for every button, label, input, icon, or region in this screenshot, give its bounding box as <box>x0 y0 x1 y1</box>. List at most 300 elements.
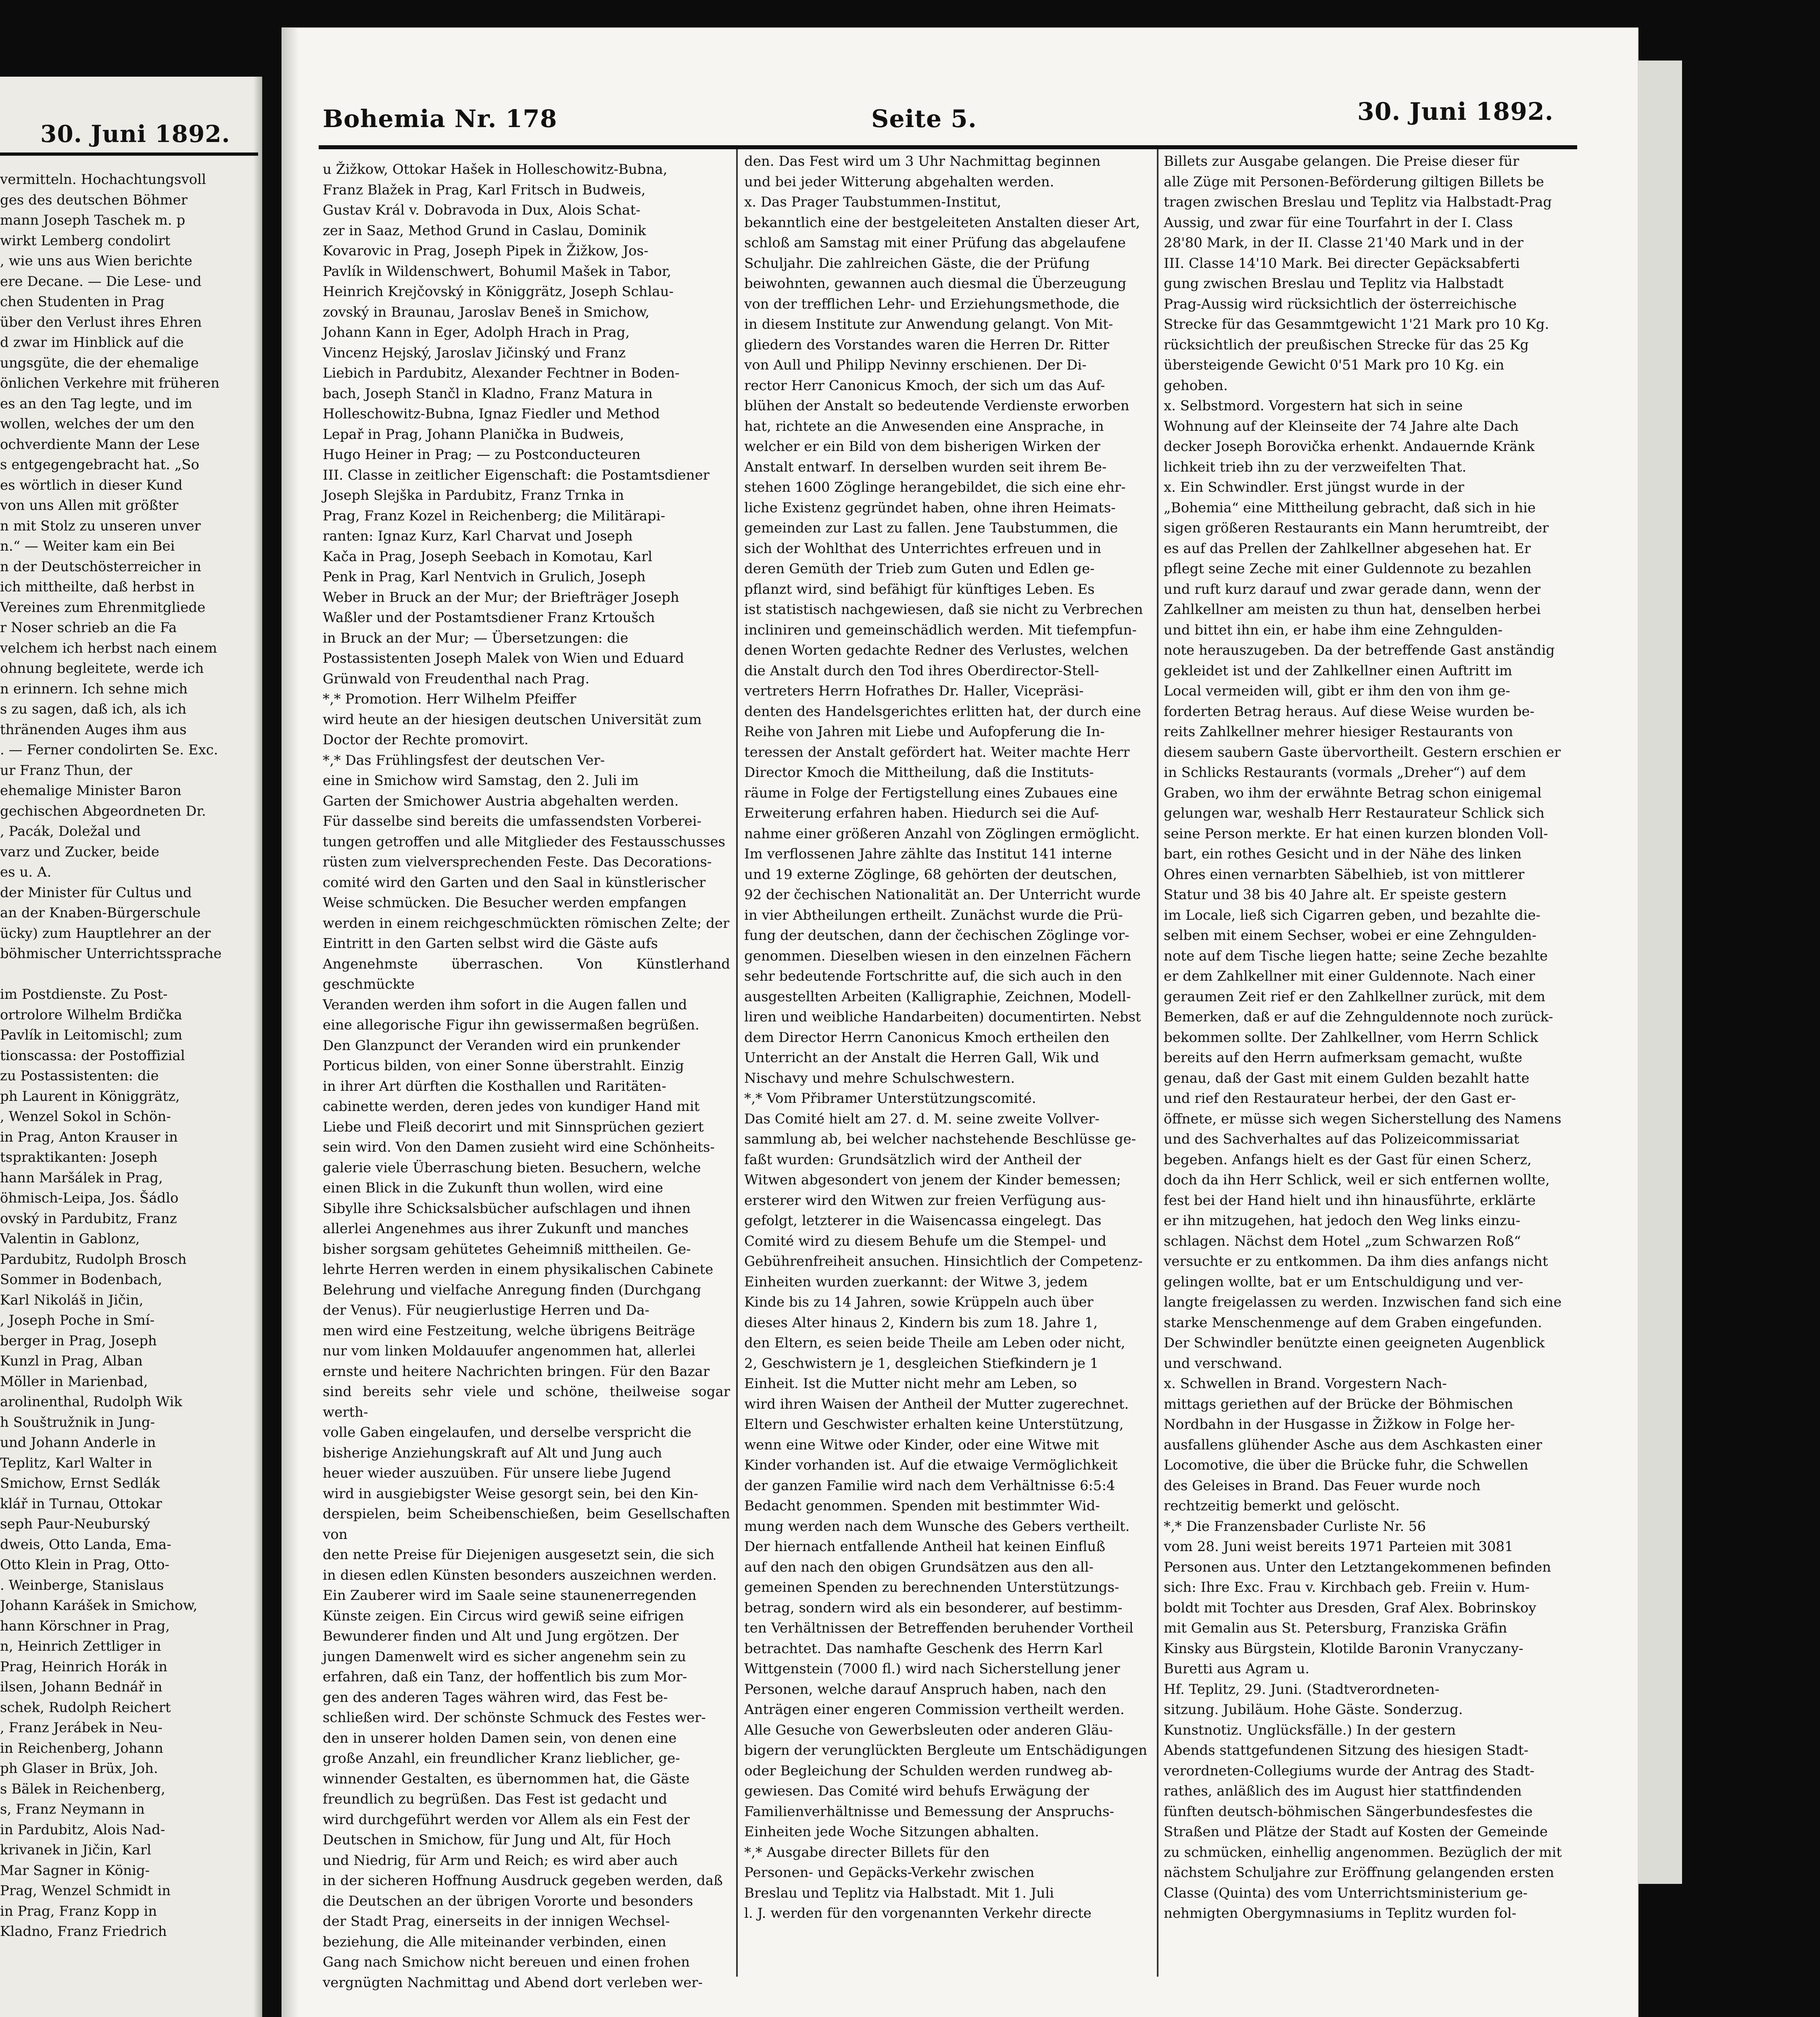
article-column-1 <box>323 159 730 1991</box>
text-line: gung zwischen Breslau und Teplitz via Halbstadt <box>1164 276 1504 292</box>
left-page-column <box>0 169 242 2017</box>
text-line: den nette Preise für Diejenigen ausgesetzt sein, die sich <box>323 1547 715 1563</box>
text-line: und Niedrig, für Arm und Reich; es wird aber auch <box>323 1852 678 1869</box>
text-line: Erweiterung erfahren haben. Hiedurch sei die Auf- <box>744 805 1099 821</box>
text-line: und Johann Anderle in <box>0 1434 156 1451</box>
text-line: eine allegorische Figur ihn gewissermaßen begrüßen. <box>323 1017 699 1033</box>
text-line: derspielen, beim Scheibenschießen, beim Gesellschaften von <box>323 1506 730 1543</box>
text-line: Angenehmste überraschen. Von Künstlerhand geschmückte <box>323 956 730 992</box>
text-line: denten des Handelsgerichtes erlitten hat, der durch eine <box>744 703 1141 720</box>
text-line: alle Züge mit Personen-Beförderung giltigen Billets be <box>1164 173 1544 190</box>
text-line: , Joseph Poche in Smí- <box>0 1312 155 1328</box>
text-line: *‚* Das Frühlingsfest der deutschen Ver- <box>323 752 605 768</box>
text-line: hat, richtete an die Anwesenden eine Ansprache, in <box>744 418 1104 434</box>
text-line: gelingen wollte, bat er um Entschuldigung und ver- <box>1164 1274 1524 1290</box>
text-line: ovský in Pardubitz, Franz <box>0 1210 177 1227</box>
text-line: sind bereits sehr viele und schöne, theilweise sogar werth- <box>323 1384 730 1420</box>
text-line: er dem Zahlkellner mit einer Guldennote. Nach einer <box>1164 968 1535 984</box>
text-line: Pardubitz, Rudolph Brosch <box>0 1251 187 1267</box>
text-line: in Prag, Franz Kopp in <box>0 1903 157 1919</box>
text-line: x. Das Prager Taubstummen-Institut, <box>744 194 1002 210</box>
text-line: ernste und heitere Nachrichten bringen. Für den Bazar <box>323 1363 710 1380</box>
text-line: Kladno, Franz Friedrich <box>0 1923 167 1940</box>
text-line: r Noser schrieb an die Fa <box>0 620 177 636</box>
text-line: der Minister für Cultus und <box>0 884 192 901</box>
text-line: Smichow, Ernst Sedlák <box>0 1475 160 1491</box>
article-column-3 <box>1164 151 1575 1979</box>
text-line: diesem saubern Gaste übervortheilt. Gestern erschien er <box>1164 744 1561 760</box>
text-line: x. Ein Schwindler. Erst jüngst wurde in der <box>1164 479 1464 495</box>
text-line: Vereines zum Ehrenmitgliede <box>0 599 206 616</box>
text-line: rüsten zum vielversprechenden Feste. Das Decorations- <box>323 854 712 870</box>
text-line: Buretti aus Agram u. <box>1164 1661 1310 1677</box>
text-line: , Pacák, Doležal und <box>0 823 141 839</box>
text-line: gekleidet ist und der Zahlkellner einen Auftritt im <box>1164 662 1512 679</box>
text-line: übersteigende Gewicht 0'51 Mark pro 10 Kg. ein <box>1164 357 1505 373</box>
text-line: des Geleises in Brand. Das Feuer wurde noch <box>1164 1477 1481 1494</box>
text-line: Personen- und Gepäcks-Verkehr zwischen <box>744 1865 1035 1881</box>
text-line: blühen der Anstalt so bedeutende Verdienste erworben <box>744 398 1129 414</box>
text-line: Garten der Smichower Austria abgehalten werden. <box>323 793 679 809</box>
text-line: bigern der verunglückten Bergleute um Entschädigungen <box>744 1742 1148 1758</box>
text-line: , wie uns aus Wien berichte <box>0 253 192 269</box>
text-line: Penk in Prag, Karl Nentvich in Grulich, Joseph <box>323 569 646 585</box>
text-line: Im verflossenen Jahre zählte das Institut 141 interne <box>744 846 1112 862</box>
text-line: Kunstnotiz. Unglücksfälle.) In der gestern <box>1164 1722 1456 1738</box>
text-line: ist statistisch nachgewiesen, daß sie nicht zu Verbrechen <box>744 601 1143 618</box>
text-line: , Franz Jerábek in Neu- <box>0 1720 163 1736</box>
text-line: krivanek in Jičin, Karl <box>0 1842 151 1858</box>
text-line: gewiesen. Das Comité wird behufs Erwägung der <box>744 1783 1089 1799</box>
text-line: oder Begleichung der Schulden werden rundweg ab- <box>744 1762 1113 1779</box>
text-line: Wittgenstein (7000 fl.) wird nach Sicherstellung jener <box>744 1661 1120 1677</box>
text-line: Gebührenfreiheit ansuchen. Hinsichtlich der Competenz- <box>744 1253 1143 1269</box>
text-line: Abends stattgefundenen Sitzung des hiesigen Stadt- <box>1164 1742 1529 1758</box>
text-line: sich: Ihre Exc. Frau v. Kirchbach geb. Freiin v. Hum- <box>1164 1579 1530 1595</box>
text-line: schließen wird. Der schönste Schmuck des Festes wer- <box>323 1710 706 1726</box>
text-line: von Aull und Philipp Nevinny erschienen. Der Di- <box>744 357 1087 373</box>
text-line: hann Körschner in Prag, <box>0 1618 170 1634</box>
text-line: velchem ich herbst nach einem <box>0 640 217 656</box>
text-line: ersterer wird den Witwen zur freien Verfügung aus- <box>744 1192 1106 1209</box>
page-header-number: Seite 5. <box>871 105 977 133</box>
text-line: in Prag, Anton Krauser in <box>0 1129 178 1145</box>
text-line: wird ihren Waisen der Antheil der Mutter zugerechnet. <box>744 1396 1129 1412</box>
text-line: ere Decane. — Die Lese- und <box>0 273 202 290</box>
text-line: Anträgen einer engeren Commission vertheilt werden. <box>744 1702 1125 1718</box>
text-line: Waßler und der Postamtsdiener Franz Krtoušch <box>323 610 655 626</box>
text-line: ochverdiente Mann der Lese <box>0 436 200 453</box>
text-line: gefolgt, letzterer in die Waisencassa eingelegt. Das <box>744 1213 1102 1229</box>
text-line: Postassistenten Joseph Malek von Wien und Eduard <box>323 650 684 666</box>
text-line: liche Existenz gegründet haben, ohne ihren Heimats- <box>744 499 1116 516</box>
text-line: bart, ein rothes Gesicht und in der Nähe des linken <box>1164 846 1522 862</box>
text-line: es auf das Prellen der Zahlkellner abgesehen hat. Er <box>1164 540 1531 557</box>
text-line: im Postdienste. Zu Post- <box>0 986 168 1002</box>
text-line: Bewunderer finden und Alt und Jung ergötzen. Der <box>323 1628 679 1644</box>
text-line: versuchte er zu entkommen. Da ihm dies anfangs nicht <box>1164 1253 1548 1269</box>
text-line: stehen 1600 Zöglinge herangebildet, die sich eine ehr- <box>744 479 1126 495</box>
text-line: galerie viele Überraschung bieten. Besuchern, welche <box>323 1159 701 1176</box>
text-line: Sibylle ihre Schicksalsbücher aufschlagen und ihnen <box>323 1200 691 1217</box>
text-line: wird durchgeführt werden vor Allem als ein Fest der <box>323 1811 690 1828</box>
text-line: Künste zeigen. Ein Circus wird gewiß seine eifrigen <box>323 1608 684 1624</box>
previous-page-fragment <box>0 77 262 2017</box>
text-line: winnender Gestalten, es übernommen hat, die Gäste <box>323 1771 690 1787</box>
text-line: *‚* Ausgabe directer Billets für den <box>744 1844 990 1860</box>
text-line: ur Franz Thun, der <box>0 762 132 779</box>
text-line: Prag, Heinrich Horák in <box>0 1658 168 1675</box>
text-line: gliedern des Vorstandes waren die Herren Dr. Ritter <box>744 336 1109 353</box>
text-line: note auf dem Tische liegen hatte; seine Zeche bezahlte <box>1164 948 1548 964</box>
text-line: sigen größeren Restaurants ein Mann herumtreibt, der <box>1164 520 1549 536</box>
text-line: Valentin in Gablonz, <box>0 1231 140 1247</box>
text-line: die Deutschen an der übrigen Vororte und besonders <box>323 1893 693 1909</box>
text-line: werden in einem reichgeschmückten römischen Zelte; der <box>323 915 730 931</box>
text-line: Billets zur Ausgabe gelangen. Die Preise dieser für <box>1164 153 1519 169</box>
text-line: Prag, Franz Kozel in Reichenberg; die Militärapi- <box>323 507 666 524</box>
text-line: comité wird den Garten und den Saal in künstlerischer <box>323 874 706 891</box>
text-line: im Locale, ließ sich Cigarren geben, und bezahlte die- <box>1164 907 1540 923</box>
text-line: allerlei Angenehmes aus ihrer Zukunft und manches <box>323 1221 689 1237</box>
text-line: mittags geriethen auf der Brücke der Böhmischen <box>1164 1396 1513 1412</box>
text-line: n mit Stolz zu unseren unver <box>0 518 201 534</box>
text-line: arolinenthal, Rudolph Wik <box>0 1394 182 1410</box>
text-line: d zwar im Hinblick auf die <box>0 334 184 351</box>
text-line: mann Joseph Taschek m. p <box>0 212 186 228</box>
text-line: ausfallens glühender Asche aus dem Aschkasten einer <box>1164 1437 1542 1453</box>
text-line: Vincenz Hejský, Jaroslav Jičinský und Franz <box>323 345 626 361</box>
text-line: beiwohnten, gewannen auch diesmal die Überzeugung <box>744 276 1127 292</box>
text-line: ungsgüte, die der ehemalige <box>0 355 199 371</box>
text-line: beziehung, die Alle miteinander verbinden, einen <box>323 1933 666 1950</box>
text-line: in vier Abtheilungen ertheilt. Zunächst wurde die Prü- <box>744 907 1123 923</box>
text-line: *‚* Promotion. Herr Wilhelm Pfeiffer <box>323 691 576 707</box>
text-line: x. Schwellen in Brand. Vorgestern Nach- <box>1164 1376 1447 1392</box>
text-line: doch da ihn Herr Schlick, weil er sich entfernen wollte, <box>1164 1172 1550 1188</box>
text-line: Local vermeiden will, gibt er ihm den von ihm ge- <box>1164 683 1510 699</box>
text-line: ten Verhältnissen der Betreffenden beruhender Vortheil <box>744 1620 1133 1636</box>
text-line: vom 28. Juni weist bereits 1971 Parteien mit 3081 <box>1164 1539 1513 1555</box>
text-line: Doctor der Rechte promovirt. <box>323 732 529 748</box>
text-line: rector Herr Canonicus Kmoch, der sich um das Auf- <box>744 377 1105 394</box>
text-line: fünften deutsch-böhmischen Sängerbundesfestes die <box>1164 1803 1533 1820</box>
text-line: seph Paur-Neuburský <box>0 1516 150 1532</box>
text-line: Der Schwindler benützte einen geeigneten Augenblick <box>1164 1335 1545 1351</box>
text-line: men wird eine Festzeitung, welche übrigens Beiträge <box>323 1322 695 1339</box>
text-line: mung werden nach dem Wunsche des Gebers vertheilt. <box>744 1518 1130 1535</box>
text-line: starke Menschenmenge auf dem Graben eingefunden. <box>1164 1314 1542 1331</box>
text-line: gemeinden zur Last zu fallen. Jene Taubstummen, die <box>744 520 1118 536</box>
text-line: Kovarovic in Prag, Joseph Pipek in Žižkow, Jos- <box>323 243 649 259</box>
text-line: ph Glaser in Brüx, Joh. <box>0 1760 158 1777</box>
text-line: Belehrung und vielfache Anregung finden (Durchgang <box>323 1282 701 1298</box>
text-line: es wörtlich in dieser Kund <box>0 477 183 493</box>
text-line: 2, Geschwistern je 1, desgleichen Stiefkindern je 1 <box>744 1355 1099 1372</box>
text-line: Den Glanzpunct der Veranden wird ein prunkender <box>323 1037 680 1054</box>
text-line: n erinnern. Ich sehne mich <box>0 681 188 697</box>
text-line: decker Joseph Borovička erhenkt. Andauernde Kränk <box>1164 438 1535 455</box>
text-line: den in unserer holden Damen sein, von denen eine <box>323 1730 677 1746</box>
text-line: Liebich in Pardubitz, Alexander Fechtner in Boden- <box>323 365 680 381</box>
text-line: cabinette werden, deren jedes von kundiger Hand mit <box>323 1098 700 1115</box>
text-line: und bei jeder Witterung abgehalten werden. <box>744 173 1054 190</box>
text-line: . — Ferner condolirten Se. Exc. <box>0 742 218 758</box>
text-line: Eintritt in den Garten selbst wird die Gäste aufs <box>323 935 658 952</box>
text-line: Porticus bilden, von einer Sonne überstrahlt. Einzig <box>323 1058 684 1074</box>
text-line: Weise schmücken. Die Besucher werden empfangen <box>323 895 687 911</box>
text-line: Einheit. Ist die Mutter nicht mehr am Leben, so <box>744 1376 1077 1392</box>
text-line: pflegt seine Zeche mit einer Guldennote zu bezahlen <box>1164 561 1532 577</box>
text-line: bekanntlich eine der bestgeleiteten Anstalten dieser Art, <box>744 214 1140 231</box>
page-header-title: Bohemia Nr. 178 <box>323 105 557 133</box>
text-line: begeben. Anfangs hielt es der Gast für einen Scherz, <box>1164 1151 1532 1168</box>
text-line: liren und weibliche Handarbeiten) documentirten. Nebst <box>744 1009 1141 1025</box>
text-line: Eltern und Geschwister erhalten keine Unterstützung, <box>744 1416 1124 1432</box>
text-line: berger in Prag, Joseph <box>0 1332 157 1349</box>
text-line: klář in Turnau, Ottokar <box>0 1495 162 1512</box>
text-line: Breslau und Teplitz via Halbstadt. Mit 1. Juli <box>744 1885 1054 1901</box>
page-header-rule <box>319 145 1577 149</box>
text-line: lehrte Herren werden in einem physikalischen Cabinete <box>323 1261 714 1278</box>
text-line: s entgegengebracht hat. „So <box>0 457 200 473</box>
text-line: freundlich zu begrüßen. Das Fest ist gedacht und <box>323 1791 668 1807</box>
text-line: Statur und 38 bis 40 Jahre alt. Er speiste gestern <box>1164 887 1507 903</box>
text-line: u Žižkow, Ottokar Hašek in Holleschowitz-Bubna, <box>323 161 668 177</box>
text-line: 28'80 Mark, in der II. Classe 21'40 Mark und in der <box>1164 235 1524 251</box>
text-line: bekommen sollte. Der Zahlkellner, vom Herrn Schlick <box>1164 1029 1538 1046</box>
text-line: Prag, Wenzel Schmidt in <box>0 1883 171 1899</box>
text-line: Strecke für das Gesammtgewicht 1'21 Mark pro 10 Kg. <box>1164 316 1549 332</box>
text-line: lichkeit trieb ihn zu der verzweifelten That. <box>1164 459 1467 475</box>
text-line: Witwen abgesondert von jenem der Kinder bemessen; <box>744 1172 1121 1188</box>
text-line: gehoben. <box>1164 377 1228 394</box>
text-line: 92 der čechischen Nationalität an. Der Unterricht wurde <box>744 887 1141 903</box>
text-line: Gustav Král v. Dobravoda in Dux, Alois Schat- <box>323 202 641 218</box>
text-line: gemeinen Spenden zu berechnenden Unterstützungs- <box>744 1579 1119 1595</box>
text-line: vertreters Herrn Hofrathes Dr. Haller, Vicepräsi- <box>744 683 1084 699</box>
text-line: ücky) zum Hauptlehrer an der <box>0 925 211 942</box>
text-line: sammlung ab, bei welcher nachstehende Beschlüsse ge- <box>744 1131 1136 1147</box>
text-line: s Bälek in Reichenberg, <box>0 1781 165 1797</box>
text-line: sich der Wohlthat des Unterrichtes erfreuen und in <box>744 540 1102 557</box>
text-line: rathes, anläßlich des im August hier stattfindenden <box>1164 1783 1522 1799</box>
text-line: dem Director Herrn Canonicus Kmoch ertheilen den <box>744 1029 1110 1046</box>
text-line: gen des anderen Tages währen wird, das Fest be- <box>323 1689 668 1706</box>
text-line: tragen zwischen Breslau und Teplitz via Halbstadt-Prag <box>1164 194 1552 210</box>
text-line: *‚* Die Franzensbader Curliste Nr. 56 <box>1164 1518 1426 1535</box>
left-page-header-date: 30. Juni 1892. <box>40 120 230 148</box>
text-line: den Eltern, es seien beide Theile am Leben oder nicht, <box>744 1335 1125 1351</box>
text-line: die Anstalt durch den Tod ihres Oberdirector-Stell- <box>744 662 1099 679</box>
text-line: öhmisch-Leipa, Jos. Šádlo <box>0 1190 179 1206</box>
text-line: Deutschen in Smichow, für Jung und Alt, für Hoch <box>323 1832 671 1848</box>
text-line: ich mittheilte, daß herbst in <box>0 579 195 595</box>
text-line: , Wenzel Sokol in Schön- <box>0 1109 171 1125</box>
text-line: räume in Folge der Fertigstellung eines Zubaues eine <box>744 785 1118 801</box>
text-line: Johann Kann in Eger, Adolph Hrach in Prag, <box>323 324 630 340</box>
text-line: es u. A. <box>0 864 52 880</box>
text-line: verordneten-Collegiums wurde der Antrag des Stadt- <box>1164 1762 1535 1779</box>
text-line: önlichen Verkehre mit früheren <box>0 375 220 391</box>
text-line: ph Laurent in Königgrätz, <box>0 1088 180 1105</box>
text-line: zu Postassistenten: die <box>0 1068 159 1084</box>
text-line: schloß am Samstag mit einer Prüfung das abgelaufene <box>744 235 1126 251</box>
text-line: eine in Smichow wird Samstag, den 2. Juli im <box>323 773 639 789</box>
text-line: dweis, Otto Landa, Ema- <box>0 1536 171 1553</box>
text-line: Nischavy und mehre Schulschwestern. <box>744 1070 1015 1086</box>
text-line: zer in Saaz, Method Grund in Caslau, Dominik <box>323 222 646 239</box>
text-line: Alle Gesuche von Gewerbsleuten oder anderen Gläu- <box>744 1722 1113 1738</box>
text-line: Nordbahn in der Husgasse in Žižkow in Folge her- <box>1164 1416 1515 1432</box>
text-line: tionscassa: der Postoffizial <box>0 1047 185 1064</box>
text-line: Hugo Heiner in Prag; — zu Postconducteuren <box>323 447 641 463</box>
text-line: bach, Joseph Stančl in Kladno, Franz Matura in <box>323 385 653 402</box>
text-line: schek, Rudolph Reichert <box>0 1699 171 1716</box>
text-line: Kinder vorhanden ist. Auf die etwaige Vermöglichkeit <box>744 1457 1118 1473</box>
text-line: bisherige Anziehungskraft auf Alt und Jung auch <box>323 1445 662 1461</box>
text-line: Prag-Aussig wird rücksichtlich der österreichische <box>1164 296 1517 312</box>
text-line: genau, daß der Gast mit einem Gulden bezahlt hatte <box>1164 1070 1530 1086</box>
text-line: Pavlík in Leitomischl; zum <box>0 1027 182 1043</box>
text-line: Johann Karášek in Smichow, <box>0 1597 198 1614</box>
text-line: gechischen Abgeordneten Dr. <box>0 803 206 819</box>
text-line: Kinde bis zu 14 Jahren, sowie Krüppeln auch über <box>744 1294 1094 1310</box>
text-line: incliniren und gemeinschädlich werden. Mit tiefempfun- <box>744 622 1137 638</box>
page-header-date: 30. Juni 1892. <box>1357 98 1554 126</box>
left-page-header-rule <box>0 152 258 156</box>
text-line: genommen. Dieselben wiesen in den einzelnen Fächern <box>744 948 1131 964</box>
text-line: rechtzeitig bemerkt und gelöscht. <box>1164 1498 1400 1514</box>
text-line: dieses Alter hinaus 2, Kindern bis zum 18. Jahre 1, <box>744 1314 1098 1331</box>
text-line: fest bei der Hand hielt und ihn hinausführte, erklärte <box>1164 1192 1536 1209</box>
text-line: Reihe von Jahren mit Liebe und Aufopferung die In- <box>744 724 1105 740</box>
text-line: forderten Betrag heraus. Auf diese Weise wurden be- <box>1164 703 1535 720</box>
text-line: ges des deutschen Böhmer <box>0 192 188 208</box>
text-line: und rief den Restaurateur herbei, der den Gast er- <box>1164 1090 1516 1107</box>
text-line: ehemalige Minister Baron <box>0 783 182 799</box>
text-line: der Stadt Prag, einerseits in der innigen Wechsel- <box>323 1913 670 1929</box>
text-line: Veranden werden ihm sofort in die Augen fallen und <box>323 996 687 1013</box>
text-line: Comité wird zu diesem Behufe um die Stempel- und <box>744 1233 1106 1249</box>
text-line: seine Person merkte. Er hat einen kurzen blonden Voll- <box>1164 825 1548 842</box>
text-line: III. Classe 14'10 Mark. Bei directer Gepäcksabferti <box>1164 255 1520 271</box>
text-line: deren Gemüth der Trieb zum Guten und Edlen ge- <box>744 561 1095 577</box>
text-line: Locomotive, die über die Brücke fuhr, die Schwellen <box>1164 1457 1528 1473</box>
text-line: von uns Allen mit größter <box>0 497 179 514</box>
text-line: in diesem Institute zur Anwendung gelangt. Von Mit- <box>744 316 1113 332</box>
text-line: an der Knaben-Bürgerschule <box>0 905 201 921</box>
text-line: Kunzl in Prag, Alban <box>0 1353 143 1369</box>
text-line: öffnete, er müsse sich wegen Sicherstellung des Namens <box>1164 1111 1561 1127</box>
text-line: und verschwand. <box>1164 1355 1283 1372</box>
text-line: und ruft kurz darauf und zwar gerade dann, wenn der <box>1164 581 1541 597</box>
text-line: gelungen war, weshalb Herr Restaurateur Schlick sich <box>1164 805 1544 821</box>
text-line: Pavlík in Wildenschwert, Bohumil Mašek in Tabor, <box>323 263 672 280</box>
text-line: Personen, welche darauf Anspruch haben, nach den <box>744 1681 1106 1698</box>
text-line: Einheiten jede Woche Sitzungen abhalten. <box>744 1824 1039 1840</box>
text-line: nahme einer größeren Anzahl von Zöglingen ermöglicht. <box>744 825 1140 842</box>
text-line: Hf. Teplitz, 29. Juni. (Stadtverordneten- <box>1164 1681 1440 1698</box>
text-line: den. Das Fest wird um 3 Uhr Nachmittag beginnen <box>744 153 1101 169</box>
text-line: Personen aus. Unter den Letztangekommenen befinden <box>1164 1559 1551 1575</box>
text-line: wollen, welches der um den <box>0 416 195 432</box>
text-line: in diesen edlen Künsten besonders auszeichnen werden. <box>323 1567 717 1583</box>
text-line: betrag, sondern wird als ein besonderer, auf bestimm- <box>744 1599 1123 1616</box>
text-line: Möller in Marienbad, <box>0 1373 148 1390</box>
text-line: Teplitz, Karl Walter in <box>0 1455 152 1471</box>
text-line: Wohnung auf der Kleinseite der 74 Jahre alte Dach <box>1164 418 1519 434</box>
text-line: Liebe und Fleiß decorirt und mit Sinnsprüchen geziert <box>323 1119 704 1135</box>
text-line: boldt mit Tochter aus Dresden, Graf Alex. Bobrinskoy <box>1164 1599 1536 1616</box>
text-line: bisher sorgsam gehütetes Geheimniß mittheilen. Ge- <box>323 1241 691 1257</box>
text-line: . Weinberge, Stanislaus <box>0 1577 164 1593</box>
text-line: und 19 externe Zöglinge, 68 gehörten der deutschen, <box>744 866 1117 883</box>
text-line: pflanzt wird, sind befähigt für künftiges Leben. Es <box>744 581 1095 597</box>
text-line: mit Gemalin aus St. Petersburg, Franziska Gräfin <box>1164 1620 1507 1636</box>
text-line: von der trefflichen Lehr- und Erziehungsmethode, die <box>744 296 1120 312</box>
text-line: Classe (Quinta) des vom Unterrichtsministerium ge- <box>1164 1885 1528 1901</box>
text-line: Grünwald von Freudenthal nach Prag. <box>323 670 590 687</box>
text-line: Franz Blažek in Prag, Karl Fritsch in Budweis, <box>323 182 646 198</box>
text-line: hann Maršálek in Prag, <box>0 1169 163 1186</box>
text-line: bereits auf den Herrn aufmerksam gemacht, wußte <box>1164 1050 1523 1066</box>
text-line: welcher er ein Bild von dem bisherigen Wirken der <box>744 438 1100 455</box>
text-line: einen Blick in die Zukunft thun wollen, wird eine <box>323 1180 663 1196</box>
text-line: ortrolore Wilhelm Brdička <box>0 1006 182 1023</box>
text-line: faßt wurden: Grundsätzlich wird der Antheil der <box>744 1151 1081 1168</box>
text-line: Joseph Slejška in Pardubitz, Franz Trnka in <box>323 487 624 503</box>
text-line: selben mit einem Sechser, wobei er eine Zehngulden- <box>1164 927 1537 944</box>
text-line: böhmischer Unterrichtssprache <box>0 946 222 962</box>
text-line: Bemerken, daß er auf die Zehnguldennote noch zurück- <box>1164 1009 1553 1025</box>
text-line: ausgestellten Arbeiten (Kalligraphie, Zeichnen, Modell- <box>744 988 1131 1005</box>
text-line: Aussig, und zwar für eine Tourfahrt in der I. Class <box>1164 214 1513 231</box>
text-line: „Bohemia“ eine Mittheilung gebracht, daß sich in hie <box>1164 499 1536 516</box>
text-line: Ohres einen vernarbten Säbelhieb, ist von mittlerer <box>1164 866 1525 883</box>
text-line: er ihn mitzugehen, hat jedoch den Weg links einzu- <box>1164 1213 1521 1229</box>
text-line: thränenden Auges ihm aus <box>0 721 187 738</box>
text-line: l. J. werden für den vorgenannten Verkehr directe <box>744 1905 1092 1921</box>
text-line: in Schlicks Restaurants (vormals „Dreher“) auf dem <box>1164 764 1526 781</box>
text-line: schlagen. Nächst dem Hotel „zum Schwarzen Roß“ <box>1164 1233 1521 1249</box>
text-line: langte freigelassen zu werden. Inzwischen fand sich eine <box>1164 1294 1562 1310</box>
text-line: zovský in Braunau, Jaroslav Beneš in Smichow, <box>323 304 650 320</box>
text-line: ohnung begleitete, werde ich <box>0 660 204 677</box>
text-line: Otto Klein in Prag, Otto- <box>0 1557 169 1573</box>
text-line: sein wird. Von den Damen zusieht wird eine Schönheits- <box>323 1139 715 1155</box>
text-line: und des Sachverhaltes auf das Polizeicommissariat <box>1164 1131 1519 1147</box>
text-line: Kača in Prag, Joseph Seebach in Komotau, Karl <box>323 548 653 565</box>
text-line: n der Deutschösterreicher in <box>0 558 202 575</box>
text-line: n, Heinrich Zettliger in <box>0 1638 161 1654</box>
text-line: der Venus). Für neugierlustige Herren und Da- <box>323 1302 650 1318</box>
text-line: x. Selbstmord. Vorgestern hat sich in seine <box>1164 398 1463 414</box>
text-line: in ihrer Art dürften die Kosthallen und Raritäten- <box>323 1078 666 1094</box>
article-column-2 <box>744 151 1152 1979</box>
text-line: Einheiten wurden zuerkannt: der Witwe 3, jedem <box>744 1274 1088 1290</box>
text-line: jungen Damenwelt wird es sicher angenehm sein zu <box>323 1648 686 1665</box>
text-line: nur vom linken Moldauufer angenommen hat, allerlei <box>323 1343 695 1359</box>
text-line: heuer wieder auszuüben. Für unsere liebe Jugend <box>323 1465 671 1481</box>
text-line: wenn eine Witwe oder Kinder, oder eine Witwe mit <box>744 1437 1099 1453</box>
text-line: Das Comité hielt am 27. d. M. seine zweite Vollver- <box>744 1111 1100 1127</box>
text-line: geraumen Zeit rief er den Zahlkellner zurück, mit dem <box>1164 988 1546 1005</box>
text-line: in Bruck an der Mur; — Übersetzungen: die <box>323 630 628 646</box>
column-divider-2 <box>1157 149 1158 1977</box>
text-line: betrachtet. Das namhafte Geschenk des Herrn Karl <box>744 1640 1103 1657</box>
text-line: große Anzahl, ein freundlicher Kranz lieblicher, ge- <box>323 1750 680 1766</box>
